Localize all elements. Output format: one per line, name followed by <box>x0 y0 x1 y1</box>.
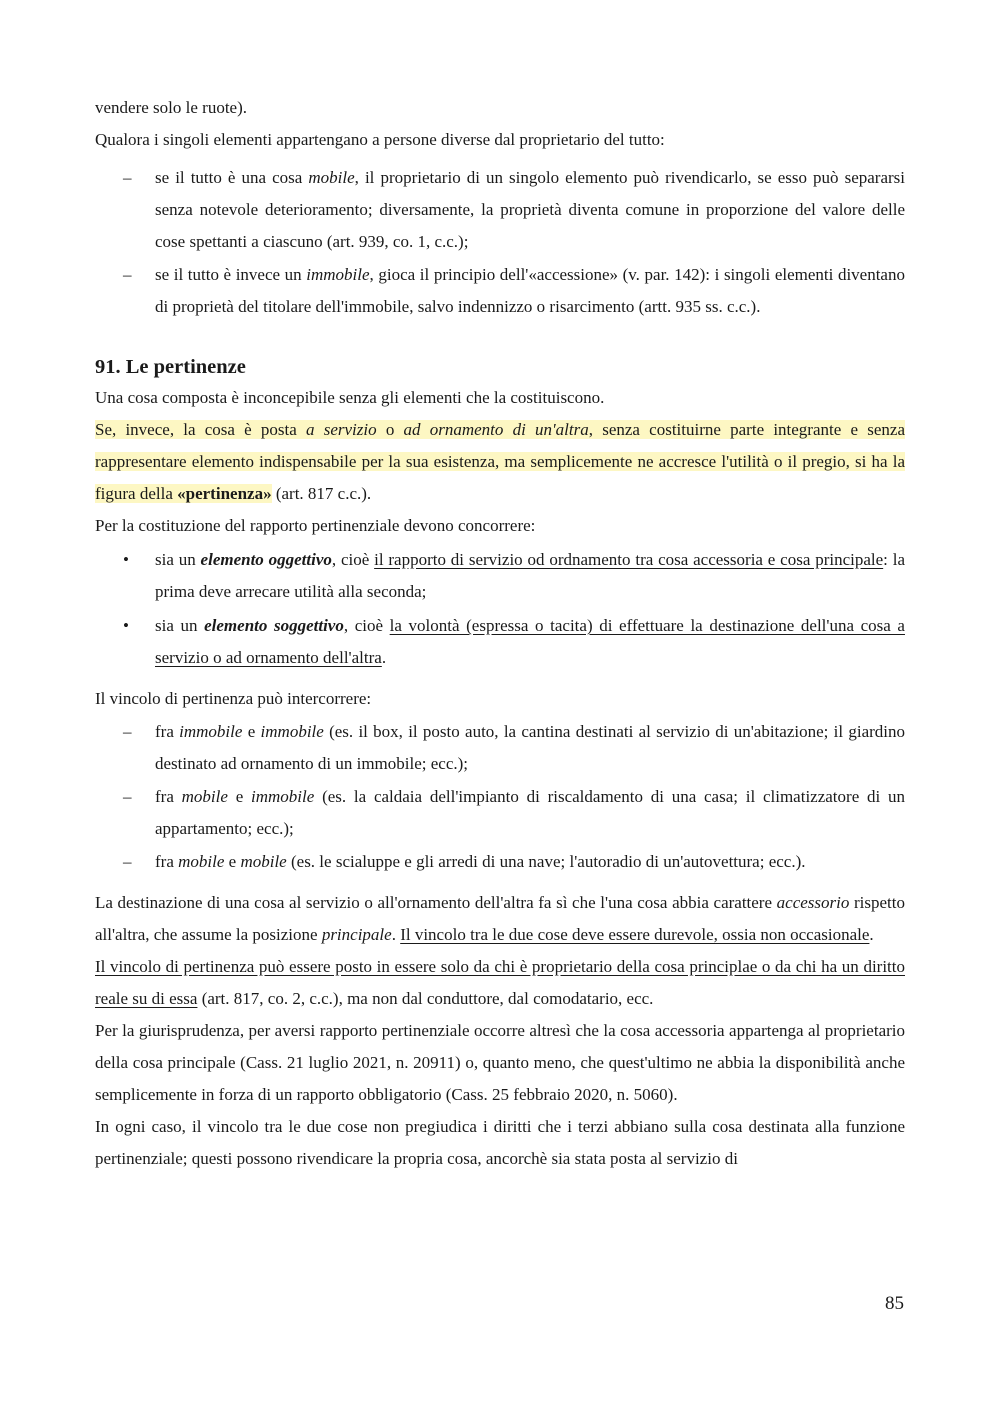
page-number: 85 <box>885 1293 904 1314</box>
paragraph-costituzione: Per la costituzione del rapporto pertinenziale devono concorrere: <box>95 516 536 535</box>
list-vincolo-types <box>95 716 905 878</box>
list-item: – fra mobile e immobile (es. la caldaia dell'impianto di riscaldamento di una casa; il climatizzatore di un appartamento; ecc.); <box>95 781 905 845</box>
paragraph-definition-highlighted: Se, invece, la cosa è posta a servizio o ad ornamento di un'altra, senza costituirne parte integrante e senza rappresentare elemento indispensabile per la sua esistenza, ma semplicemente ne accresce l'utilità o il pregio, si ha la figura della «pertinenza» (art. 817 c.c.). <box>95 420 905 503</box>
section-heading: 91. Le pertinenze <box>95 356 246 378</box>
list-item: • sia un elemento oggettivo, cioè il rapporto di servizio od ordnamento tra cosa accessoria e cosa principale: la prima deve arrecare utilità alla seconda; <box>95 544 905 608</box>
list-item: – se il tutto è una cosa mobile, il proprietario di un singolo elemento può rivendicarlo, se esso può separarsi senza notevole deterioramento; diversamente, la proprietà diventa comune in proporzione del valore delle cose spettanti a ciascuno (art. 939, co. 1, c.c.); <box>95 162 905 258</box>
paragraph-proprietario: Il vincolo di pertinenza può essere posto in essere solo da chi è proprietario della cosa principlae o da chi ha un diritto reale su di essa (art. 817, co. 2, c.c.), ma non dal conduttore, dal comodatario, ecc. <box>95 957 905 1008</box>
list-item: • sia un elemento soggettivo, cioè la volontà (espressa o tacita) di effettuare la destinazione dell'una cosa a servizio o ad ornamento dell'altra. <box>95 610 905 674</box>
dash-bullet: – <box>123 265 132 284</box>
paragraph-vincolo: Il vincolo di pertinenza può intercorrere: <box>95 689 372 708</box>
paragraph-continuation: vendere solo le ruote). <box>95 98 247 117</box>
dash-bullet: – <box>123 852 132 871</box>
list-elements <box>95 544 905 674</box>
bullet-dot: • <box>123 550 129 569</box>
list-whole-types <box>95 162 905 323</box>
dash-bullet: – <box>123 722 132 741</box>
document-page <box>95 92 905 1175</box>
paragraph-destinazione: La destinazione di una cosa al servizio o all'ornamento dell'altra fa sì che l'una cosa abbia carattere accessorio rispetto all'altra, che assume la posizione principale. Il vincolo tra le due cose deve essere durevole, ossia non occasionale. <box>95 893 905 944</box>
list-item: – fra mobile e mobile (es. le scialuppe e gli arredi di una nave; l'autoradio di un'autovettura; ecc.). <box>95 846 905 878</box>
bullet-dot: • <box>123 616 129 635</box>
paragraph-giurisprudenza: Per la giurisprudenza, per aversi rapporto pertinenziale occorre altresì che la cosa accessoria appartenga al proprietario della cosa principale (Cass. 21 luglio 2021, n. 20911) o, quanto meno, che quest'ultimo ne abbia la disponibilità anche semplicemente in forza di un rapporto obbligatorio (Cass. 25 febbraio 2020, n. 5060). <box>95 1021 905 1104</box>
paragraph-owners: Qualora i singoli elementi appartengano a persone diverse dal proprietario del tutto: <box>95 130 665 149</box>
dash-bullet: – <box>123 787 132 806</box>
paragraph-terzi: In ogni caso, il vincolo tra le due cose non pregiudica i diritti che i terzi abbiano sulla cosa destinata alla funzione pertinenziale; questi possono rivendicare la propria cosa, ancorchè sia stata posta al servizio di <box>95 1117 905 1168</box>
paragraph-composta: Una cosa composta è inconcepibile senza gli elementi che la costituiscono. <box>95 388 605 407</box>
dash-bullet: – <box>123 168 132 187</box>
list-item: – fra immobile e immobile (es. il box, il posto auto, la cantina destinati al servizio di un'abitazione; il giardino destinato ad ornamento di un immobile; ecc.); <box>95 716 905 780</box>
list-item: – se il tutto è invece un immobile, gioca il principio dell'«accessione» (v. par. 142): i singoli elementi diventano di proprietà del titolare dell'immobile, salvo indennizzo o risarcimento (artt. 935 ss. c.c.). <box>95 259 905 323</box>
